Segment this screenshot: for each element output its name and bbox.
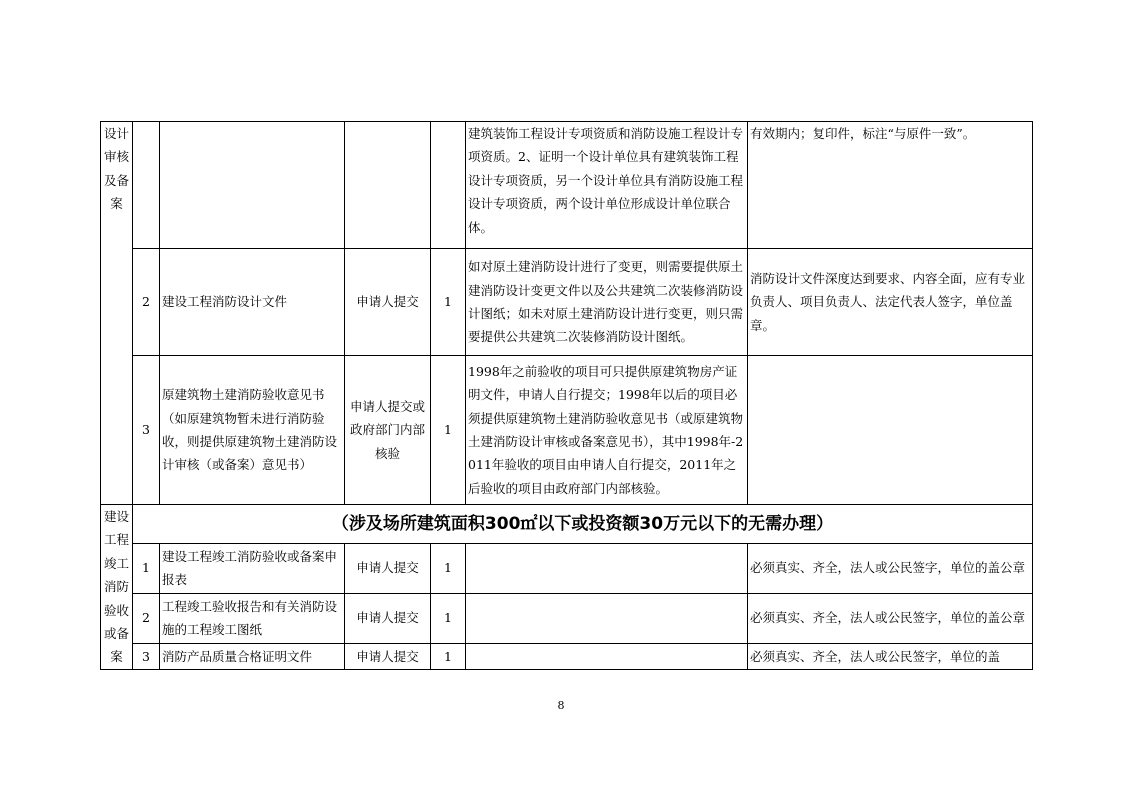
row-number bbox=[133, 122, 160, 249]
row-number: 2 bbox=[133, 593, 160, 643]
material-copies: 1 bbox=[431, 249, 466, 356]
material-source: 申请人提交 bbox=[345, 249, 431, 356]
material-name: 工程竣工验收报告和有关消防设施的工程竣工图纸 bbox=[160, 593, 345, 643]
page-number: 8 bbox=[557, 699, 565, 712]
material-requirement: 必须真实、齐全，法人或公民签字，单位的盖 bbox=[748, 643, 1033, 669]
row-number: 3 bbox=[133, 356, 160, 505]
stage-cell-design-review bbox=[101, 122, 133, 505]
row-number: 3 bbox=[133, 643, 160, 669]
notice-row bbox=[101, 505, 1033, 544]
stage-label: 建设工程竣工消防验收或备案 bbox=[103, 509, 129, 665]
material-note: 建筑装饰工程设计专项资质和消防设施工程设计专项资质。2、证明一个设计单位具有建筑装饰工程设计专项资质，另一个设计单位具有消防设施工程设计专项资质，两个设计单位形成设计单位联合体。 bbox=[466, 122, 748, 249]
material-requirement: 必须真实、齐全，法人或公民签字，单位的盖公章 bbox=[748, 543, 1033, 593]
material-copies: 1 bbox=[431, 593, 466, 643]
material-requirement: 消防设计文件深度达到要求、内容全面，应有专业负责人、项目负责人、法定代表人签字，单位盖章。 bbox=[748, 249, 1033, 356]
material-copies bbox=[431, 122, 466, 249]
material-requirement: 有效期内；复印件，标注“与原件一致”。 bbox=[748, 122, 1033, 249]
stage-cell-completion-acceptance bbox=[101, 505, 133, 670]
material-name: 建设工程消防设计文件 bbox=[160, 249, 345, 356]
material-note bbox=[466, 593, 748, 643]
material-copies: 1 bbox=[431, 356, 466, 505]
material-name: 建设工程竣工消防验收或备案申报表 bbox=[160, 543, 345, 593]
table-row bbox=[101, 249, 1033, 356]
material-source: 申请人提交 bbox=[345, 643, 431, 669]
material-source: 申请人提交 bbox=[345, 543, 431, 593]
row-number: 1 bbox=[133, 543, 160, 593]
table-row bbox=[101, 543, 1033, 593]
material-name: 原建筑物土建消防验收意见书（如原建筑物暂未进行消防验收，则提供原建筑物土建消防设计审核（或备案）意见书） bbox=[160, 356, 345, 505]
stage-label: 设计审核及备案 bbox=[103, 126, 129, 212]
material-note: 1998年之前验收的项目可只提供原建筑物房产证明文件，申请人自行提交；1998年以后的项目必须提供原建筑物土建消防验收意见书（或原建筑物土建消防设计审核或备案意见书），其中1998年-2011年验收的项目由申请人自行提交，2011年之后验收的项目由政府部门内部核验。 bbox=[466, 356, 748, 505]
material-source bbox=[345, 122, 431, 249]
material-requirement bbox=[748, 356, 1033, 505]
table-row bbox=[101, 643, 1033, 669]
exemption-notice: （涉及场所建筑面积300㎡以下或投资额30万元以下的无需办理） bbox=[133, 505, 1033, 544]
row-number: 2 bbox=[133, 249, 160, 356]
material-name: 消防产品质量合格证明文件 bbox=[160, 643, 345, 669]
requirements-table bbox=[100, 121, 1033, 670]
material-name bbox=[160, 122, 345, 249]
material-requirement: 必须真实、齐全，法人或公民签字，单位的盖公章 bbox=[748, 593, 1033, 643]
material-copies: 1 bbox=[431, 643, 466, 669]
table-row bbox=[101, 593, 1033, 643]
table-row bbox=[101, 356, 1033, 505]
material-note: 如对原土建消防设计进行了变更，则需要提供原土建消防设计变更文件以及公共建筑二次装修消防设计图纸；如未对原土建消防设计进行变更，则只需要提供公共建筑二次装修消防设计图纸。 bbox=[466, 249, 748, 356]
material-source: 申请人提交或政府部门内部核验 bbox=[345, 356, 431, 505]
material-copies: 1 bbox=[431, 543, 466, 593]
material-note bbox=[466, 543, 748, 593]
material-note bbox=[466, 643, 748, 669]
material-source: 申请人提交 bbox=[345, 593, 431, 643]
table-row bbox=[101, 122, 1033, 249]
